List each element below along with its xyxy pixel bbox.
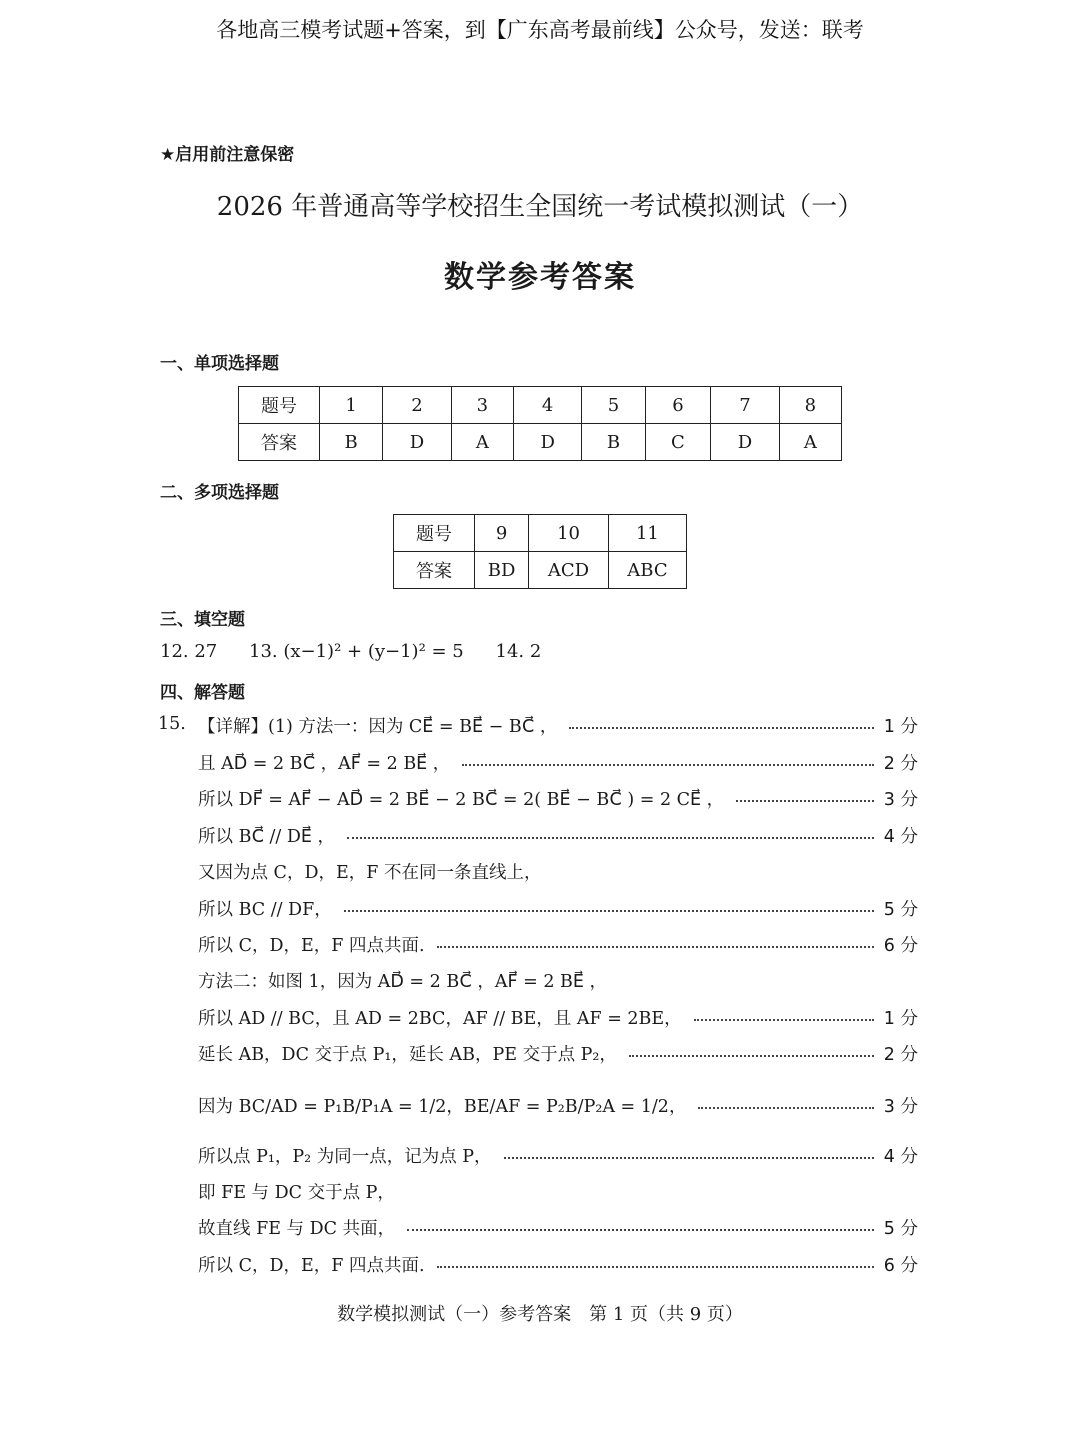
solution-line: 所以 BC⃗ // DE⃗ ， 4 分 [198, 826, 918, 847]
question-number: 10 [529, 515, 609, 552]
answer-cell: D [711, 424, 780, 461]
question-number: 2 [383, 387, 452, 424]
fill-answer-13: 13. (x−1)² + (y−1)² = 5 [249, 641, 464, 662]
solution-line: 【详解】(1) 方法一：因为 CE⃗ = BE⃗ − BC⃗ ， 1 分 [198, 716, 918, 737]
question-number: 8 [779, 387, 841, 424]
answer-cell: D [513, 424, 582, 461]
answer-cell: A [451, 424, 513, 461]
question-number: 5 [582, 387, 645, 424]
answer-cell: BD [475, 552, 529, 589]
answer-cell: ACD [529, 552, 609, 589]
section-fill-blank: 三、填空题 [160, 610, 245, 630]
section-single-choice: 一、单项选择题 [160, 354, 279, 374]
question-number: 3 [451, 387, 513, 424]
answer-cell: D [383, 424, 452, 461]
section-solution: 四、解答题 [160, 683, 245, 703]
fill-answer-14: 14. 2 [495, 641, 542, 662]
solution-line: 所以点 P₁，P₂ 为同一点，记为点 P， 4 分 [198, 1146, 918, 1167]
question-number: 11 [608, 515, 686, 552]
answer-cell: C [645, 424, 711, 461]
table-row [394, 515, 687, 552]
solution-line: 即 FE 与 DC 交于点 P， [198, 1182, 395, 1203]
question-number: 1 [320, 387, 383, 424]
document-title: 数学参考答案 [444, 260, 636, 295]
row-label: 答案 [394, 552, 475, 589]
solution-line: 所以 BC // DF， 5 分 [198, 899, 918, 920]
fill-answer-12: 12. 27 [160, 641, 218, 662]
solution-line: 方法二：如图 1，因为 AD⃗ = 2 BC⃗ ，AF⃗ = 2 BE⃗ ， [198, 971, 607, 992]
solution-line: 因为 BC/AD = P₁B/P₁A = 1/2，BE/AF = P₂B/P₂A = 1/2， 3 分 [198, 1096, 918, 1117]
single-choice-answer-table [238, 386, 842, 461]
solution-line: 所以 AD // BC，且 AD = 2BC，AF // BE，且 AF = 2BE， 1 分 [198, 1008, 918, 1029]
solution-line: 所以 DF⃗ = AF⃗ − AD⃗ = 2 BE⃗ − 2 BC⃗ = 2( BE⃗ − BC⃗ ) = 2 CE⃗ ， 3 分 [198, 789, 918, 810]
table-row [239, 387, 842, 424]
section-multiple-choice: 二、多项选择题 [160, 483, 279, 503]
solution-line: 故直线 FE 与 DC 共面， 5 分 [198, 1218, 918, 1239]
answer-cell: B [582, 424, 645, 461]
solution-line: 延长 AB，DC 交于点 P₁，延长 AB，PE 交于点 P₂， 2 分 [198, 1044, 918, 1065]
answer-cell: B [320, 424, 383, 461]
exam-title: 2026 年普通高等学校招生全国统一考试模拟测试（一） [216, 192, 864, 222]
question-number: 9 [475, 515, 529, 552]
solution-line: 所以 C，D，E，F 四点共面. 6 分 [198, 935, 918, 956]
solution-line: 又因为点 C，D，E，F 不在同一条直线上， [198, 862, 542, 883]
question-number: 4 [513, 387, 582, 424]
question-number: 7 [711, 387, 780, 424]
page-footer: 数学模拟测试（一）参考答案 第 1 页（共 9 页） [337, 1304, 743, 1325]
solution-line: 且 AD⃗ = 2 BC⃗ ，AF⃗ = 2 BE⃗ ， 2 分 [198, 753, 918, 774]
answer-cell: A [779, 424, 841, 461]
question-15-number: 15. [158, 714, 186, 734]
row-label: 题号 [394, 515, 475, 552]
promo-banner: 各地高三模考试题+答案，到【广东高考最前线】公众号，发送：联考 [216, 18, 864, 42]
answer-cell: ABC [608, 552, 686, 589]
table-row [239, 424, 842, 461]
table-row [394, 552, 687, 589]
fill-blank-answers [160, 641, 567, 662]
solution-line: 所以 C，D，E，F 四点共面. 6 分 [198, 1255, 918, 1276]
confidential-mark: ★启用前注意保密 [160, 145, 295, 165]
question-number: 6 [645, 387, 711, 424]
multiple-choice-answer-table [393, 514, 687, 589]
row-label: 答案 [239, 424, 320, 461]
row-label: 题号 [239, 387, 320, 424]
